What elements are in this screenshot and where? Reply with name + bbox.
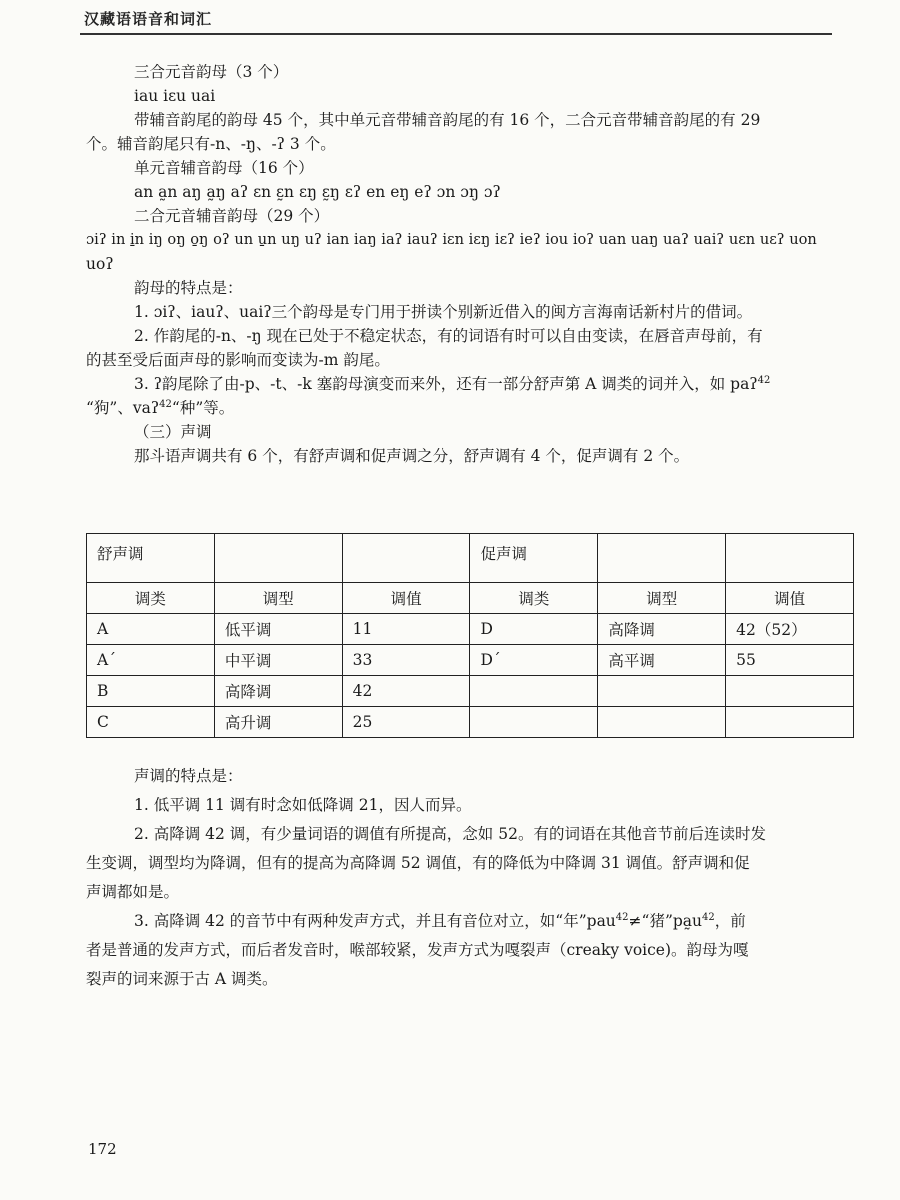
finals-feature-2-line2: 的甚至受后面声母的影响而变读为-m 韵尾。 [86, 351, 390, 369]
page-number: 172 [88, 1140, 117, 1158]
table-row [87, 676, 854, 707]
tone-superscript: 42 [757, 375, 771, 386]
table-cell: 25 [342, 707, 470, 738]
tone-feature-1: 1. 低平调 11 调有时念如低降调 21，因人而异。 [134, 796, 472, 814]
table-cell: 11 [342, 614, 470, 645]
table-cell [598, 707, 726, 738]
table-cell [726, 676, 854, 707]
coda-intro-line2: 个。辅音韵尾只有-n、-ŋ、-ʔ 3 个。 [86, 135, 336, 153]
table-header-cell: 调类 [470, 583, 598, 614]
table-cell: 55 [726, 645, 854, 676]
table-cell: D´ [470, 645, 598, 676]
table-header-cell: 调型 [598, 583, 726, 614]
tone-feature-2-line3: 声调都如是。 [86, 883, 180, 901]
finals-feature-3-text-b: “狗”、vaʔ [86, 399, 160, 417]
finals-feature-3-text-c: “种”等。 [171, 399, 235, 417]
table-header-cell: 调值 [342, 583, 470, 614]
finals-feature-3-line2 [86, 396, 876, 420]
table-cell [342, 534, 470, 583]
table-cell: 42（52） [726, 614, 854, 645]
table-row [87, 707, 854, 738]
tone-features-heading: 声调的特点是： [134, 767, 243, 785]
header-rule [80, 33, 832, 35]
table-cell [726, 534, 854, 583]
table-cell: 高升调 [214, 707, 342, 738]
table-cell: 促声调 [470, 534, 598, 583]
tone-feature-3-line2: 者是普通的发声方式，而后者发音时，喉部较紧，发声方式为嘎裂声（creaky voice)。韵母为嘎 [86, 941, 749, 959]
finals-feature-2-line1: 2. 作韵尾的-n、-ŋ 现在已处于不稳定状态，有的词语有时可以自由变读，在唇音声母前，有 [134, 327, 763, 345]
table-header-cell: 调型 [214, 583, 342, 614]
table-cell [598, 534, 726, 583]
table-cell: 中平调 [214, 645, 342, 676]
tone-features [86, 762, 876, 994]
table-header-cell: 调值 [726, 583, 854, 614]
page-body [86, 60, 876, 468]
tone-feature-3-text-b: ≠“猪”pa̰u [628, 912, 703, 930]
table-cell: A´ [87, 645, 215, 676]
table-row [87, 645, 854, 676]
table-cell [726, 707, 854, 738]
table-cell [598, 676, 726, 707]
table-cell: 33 [342, 645, 470, 676]
table-header-cell: 调类 [87, 583, 215, 614]
tone-features-section [86, 762, 876, 994]
tone-feature-3-line1 [86, 907, 876, 936]
table-cell: D [470, 614, 598, 645]
finals-feature-3-line1 [86, 372, 876, 396]
triphthong-list: iau iɛu uai [134, 87, 216, 105]
table-cell [470, 707, 598, 738]
finals-feature-3-text: 3. ʔ韵尾除了由-p、-t、-k 塞韵母演变而来外，还有一部分舒声第 A 调类的词并入，如 paʔ [134, 375, 758, 393]
table-cell: C [87, 707, 215, 738]
triphthong-heading: 三合元音韵母（3 个） [134, 63, 289, 81]
table-cell: 低平调 [214, 614, 342, 645]
table-cell [214, 534, 342, 583]
tone-feature-3-text-c: ，前 [714, 912, 746, 930]
table-cell: A [87, 614, 215, 645]
tone-feature-3-text-a: 3. 高降调 42 的音节中有两种发声方式，并且有音位对立，如“年”pau [134, 912, 616, 930]
diph-coda-heading: 二合元音辅音韵母（29 个） [134, 207, 330, 225]
tone-feature-2-line1: 2. 高降调 42 调，有少量词语的调值有所提高，念如 52。有的词语在其他音节前后连读时发 [134, 825, 766, 843]
table-cell: 舒声调 [87, 534, 215, 583]
diph-coda-list-line2: uoʔ [86, 255, 114, 273]
table-cell: 42 [342, 676, 470, 707]
finals-feature-1: 1. ɔiʔ、iauʔ、uaiʔ三个韵母是专门用于拼读个别新近借入的闽方言海南话新村片的借词。 [134, 303, 753, 321]
tone-superscript: 42 [159, 399, 172, 410]
tone-feature-3-line3: 裂声的词来源于古 A 调类。 [86, 970, 278, 988]
tone-table-header-row [87, 583, 854, 614]
tone-feature-2-line2: 生变调，调型均为降调，但有的提高为高降调 52 调值，有的降低为中降调 31 调值。舒声调和促 [86, 854, 750, 872]
table-cell: 高平调 [598, 645, 726, 676]
tone-superscript: 42 [702, 912, 715, 923]
table-cell: B [87, 676, 215, 707]
coda-intro-line1: 带辅音韵尾的韵母 45 个，其中单元音带辅音韵尾的有 16 个，二合元音带辅音韵尾的有 29 [134, 111, 761, 129]
tones-section-heading: （三）声调 [134, 423, 212, 441]
tone-superscript: 42 [615, 912, 629, 923]
tone-table-group-row [87, 534, 854, 583]
diph-coda-list-line1: ɔiʔ in i̱n iŋ oŋ o̱ŋ oʔ un u̱n uŋ uʔ ian iaŋ iaʔ iauʔ iɛn iɛŋ iɛʔ ieʔ iou ioʔ uan uaŋ uaʔ uaiʔ uɛn uɛʔ uon [86, 231, 817, 248]
running-title: 汉藏语语音和词汇 [84, 10, 213, 28]
table-row [87, 614, 854, 645]
finals-features-heading: 韵母的特点是： [134, 279, 243, 297]
table-cell: 高降调 [598, 614, 726, 645]
mono-coda-heading: 单元音辅音韵母（16 个） [134, 159, 314, 177]
table-cell [470, 676, 598, 707]
triphthong-finals [86, 60, 876, 468]
tones-intro: 那斗语声调共有 6 个，有舒声调和促声调之分，舒声调有 4 个，促声调有 2 个。 [134, 447, 690, 465]
table-cell: 高降调 [214, 676, 342, 707]
mono-coda-list: an a̰n aŋ a̰ŋ aʔ ɛn ɛ̰n ɛŋ ɛ̰ŋ ɛʔ en eŋ eʔ ɔn ɔŋ ɔʔ [134, 183, 501, 201]
tone-table [86, 533, 854, 738]
